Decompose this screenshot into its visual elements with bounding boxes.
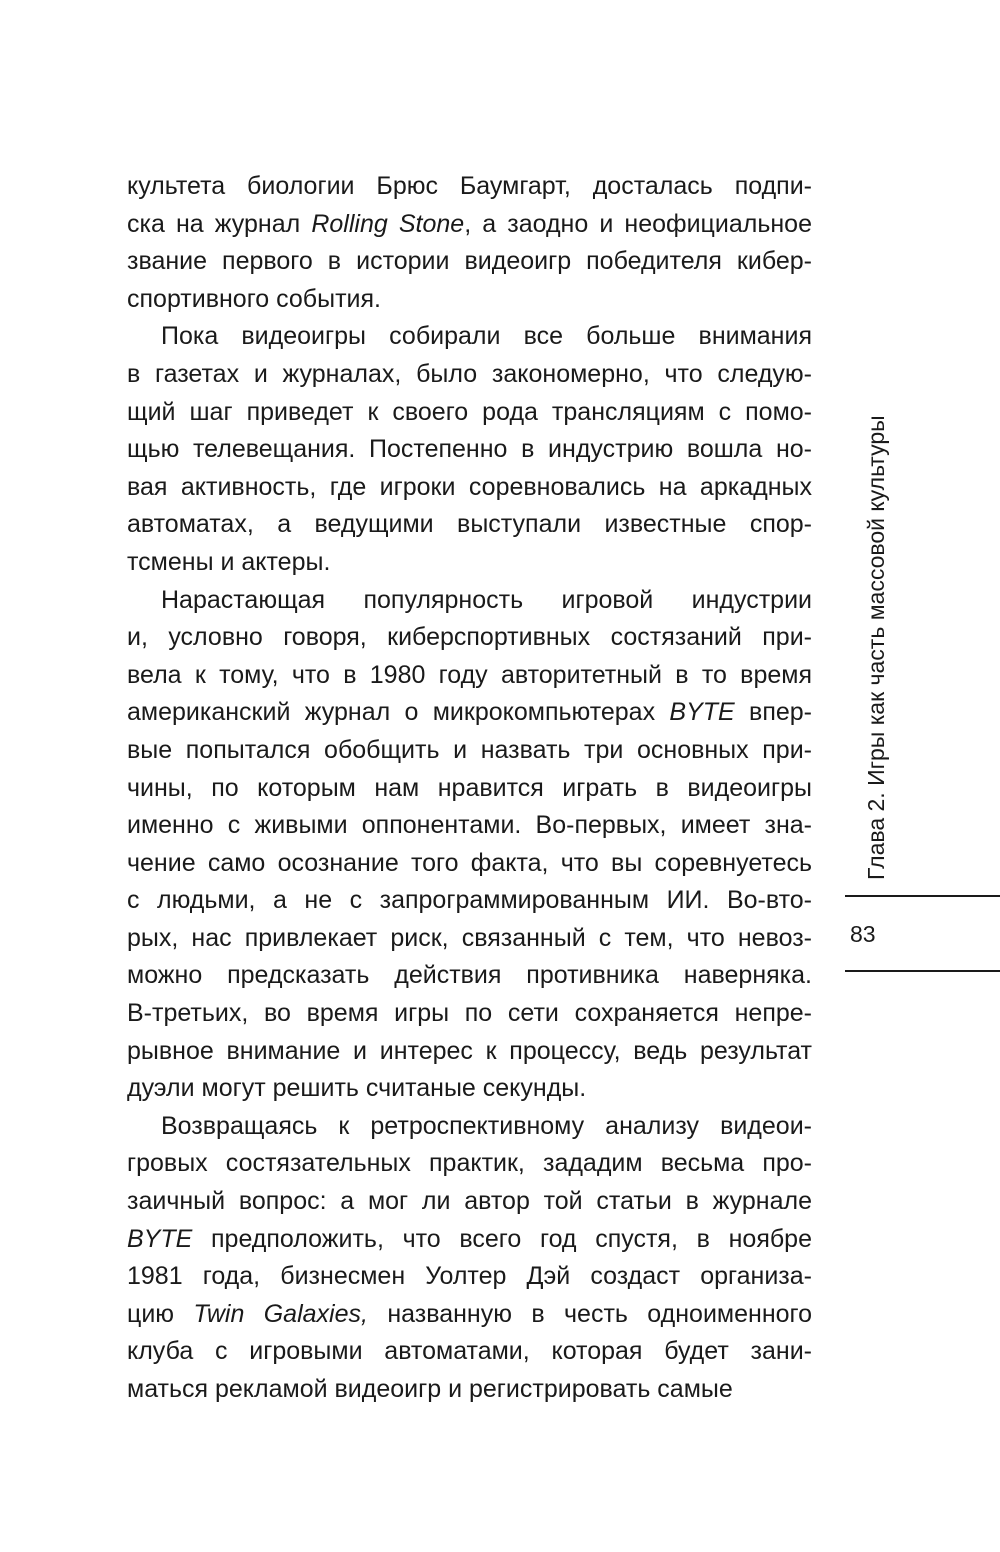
text-line [127, 1108, 812, 1146]
text-run: тсмены и актеры. [127, 547, 331, 576]
text-line [127, 770, 812, 808]
top-rule [845, 895, 1000, 897]
text-run: и, условно говоря, киберспортивных состязаний при- [127, 623, 812, 652]
paragraph [127, 318, 812, 581]
text-run: В-третьих, во время игры по сети сохраняется непре- [127, 999, 812, 1028]
text-line [127, 920, 812, 958]
text-line [127, 206, 812, 244]
text-run: заичный вопрос: а мог ли автор той статьи в журнале [127, 1187, 812, 1216]
text-run: ска на журнал [127, 209, 312, 238]
text-line [127, 394, 812, 432]
text-line [127, 1333, 812, 1371]
text-line [127, 1033, 812, 1071]
text-run: рывное внимание и интерес к процессу, ведь результат [127, 1036, 812, 1065]
text-line [127, 243, 812, 281]
text-run: вые попытался обобщить и назвать три основных при- [127, 735, 812, 764]
text-line [127, 845, 812, 883]
text-run: в газетах и журналах, было закономерно, что следую- [127, 359, 812, 388]
text-line [127, 544, 812, 582]
text-run: можно предсказать действия противника наверняка. [127, 961, 812, 990]
body-text [127, 168, 812, 1409]
text-line [127, 506, 812, 544]
text-run: культета биологии Брюс Баумгарт, досталась подпи- [127, 172, 812, 200]
text-line [127, 619, 812, 657]
text-run: клуба с игровыми автоматами, которая будет зани- [127, 1337, 812, 1366]
text-line [127, 807, 812, 845]
text-run: гровых состязательных практик, зададим весьма про- [127, 1149, 812, 1178]
text-line [127, 694, 812, 732]
text-line [127, 1145, 812, 1183]
text-run: автоматах, а ведущими выступали известные спор- [127, 510, 812, 539]
text-line [127, 431, 812, 469]
text-run: Возвращаясь к ретроспективному анализу видеои- [161, 1111, 812, 1140]
text-line [127, 1183, 812, 1221]
text-run: маться рекламой видеоигр и регистрировать самые [127, 1375, 733, 1403]
text-run: звание первого в истории видеоигр победителя кибер- [127, 247, 812, 276]
bottom-rule [845, 970, 1000, 972]
text-run: названную в честь одноименного [367, 1299, 813, 1328]
text-line [127, 995, 812, 1033]
text-run: 1981 года, бизнесмен Уолтер Дэй создаст организа- [127, 1262, 812, 1291]
text-line [127, 1070, 812, 1108]
text-run: вая активность, где игроки соревновались на аркадных [127, 472, 812, 501]
text-line [127, 168, 812, 206]
text-line [127, 1221, 812, 1259]
text-line [127, 732, 812, 770]
italic-text: BYTE [669, 698, 735, 727]
text-line [127, 281, 812, 319]
paragraph [127, 582, 812, 1108]
text-run: вела к тому, что в 1980 году авторитетный в то время [127, 660, 812, 689]
text-run: дуэли могут решить считаные секунды. [127, 1074, 587, 1103]
text-run: американский журнал о микрокомпьютерах [127, 698, 670, 727]
text-run: цию [127, 1299, 194, 1328]
italic-text: BYTE [127, 1224, 193, 1253]
italic-text: Rolling Stone [311, 209, 465, 238]
text-line [127, 1258, 812, 1296]
text-line [127, 469, 812, 507]
text-line [127, 957, 812, 995]
paragraph [127, 1108, 812, 1409]
text-run: спортивного события. [127, 284, 381, 313]
text-line [127, 356, 812, 394]
text-run: чение само осознание того факта, что вы соревнуетесь [127, 848, 812, 877]
text-run: рых, нас привлекает риск, связанный с тем, что невоз- [127, 923, 812, 952]
running-head: Глава 2. Игры как часть массовой культуры [863, 415, 889, 880]
text-run: , а заодно и неофициальное [464, 209, 812, 238]
text-run: с людьми, а не с запрограммированным ИИ. Во-вто- [127, 886, 812, 915]
text-run: Нарастающая популярность игровой индустрии [161, 585, 812, 614]
text-line [127, 318, 812, 356]
text-line [127, 1371, 812, 1409]
text-run: именно с живыми оппонентами. Во-первых, имеет зна- [127, 811, 812, 840]
italic-text: Twin Galaxies, [193, 1299, 368, 1328]
text-run: Пока видеоигры собирали все больше внимания [161, 322, 812, 351]
text-line [127, 582, 812, 620]
text-run: чины, по которым нам нравится играть в видеоигры [127, 773, 812, 802]
paragraph [127, 168, 812, 318]
page-number: 83 [850, 921, 876, 947]
text-line [127, 657, 812, 695]
text-line [127, 882, 812, 920]
text-run: щью телевещания. Постепенно в индустрию вошла но- [127, 435, 812, 464]
text-run: щий шаг приведет к своего рода трансляциям с помо- [127, 397, 812, 426]
text-line [127, 1296, 812, 1334]
text-run: предположить, что всего год спустя, в ноябре [192, 1224, 812, 1253]
text-run: впер- [734, 698, 812, 727]
